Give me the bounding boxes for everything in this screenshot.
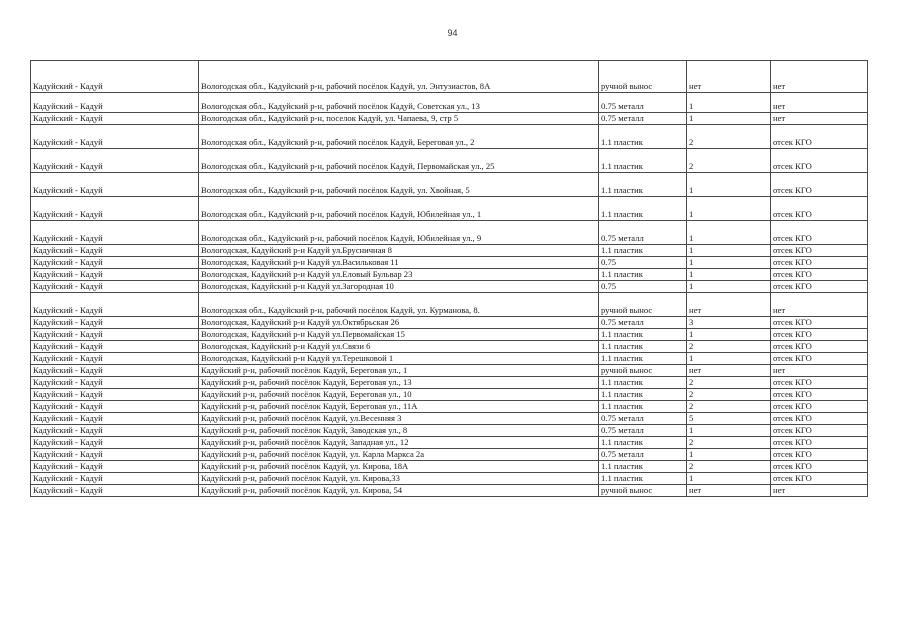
district-cell: Кадуйский - Кадуй [31,413,199,425]
kgo-compartment-cell: отсек КГО [771,317,868,329]
container-count-cell: 2 [687,377,771,389]
container-count-cell: 1 [687,425,771,437]
kgo-compartment-cell: отсек КГО [771,461,868,473]
district-cell: Кадуйский - Кадуй [31,281,199,293]
district-cell: Кадуйский - Кадуй [31,485,199,497]
container-type-cell: ручной вынос [599,61,687,93]
container-type-cell: 1.1 пластик [599,437,687,449]
container-type-cell: ручной вынос [599,365,687,377]
container-count-cell: 2 [687,149,771,173]
district-cell: Кадуйский - Кадуй [31,293,199,317]
address-cell: Вологодская, Кадуйский р-н Кадуй ул.Первомайская 15 [199,329,599,341]
district-cell: Кадуйский - Кадуй [31,377,199,389]
kgo-compartment-cell: нет [771,365,868,377]
district-cell: Кадуйский - Кадуй [31,449,199,461]
address-cell: Вологодская, Кадуйский р-н Кадуй ул.Брусничная 8 [199,245,599,257]
container-type-cell: 0.75 металл [599,317,687,329]
address-cell: Кадуйский р-н, рабочий посёлок Кадуй, ул. Кирова,33 [199,473,599,485]
container-type-cell: 1.1 пластик [599,377,687,389]
district-cell: Кадуйский - Кадуй [31,401,199,413]
address-cell: Кадуйский р-н, рабочий посёлок Кадуй, ул.Весенняя 3 [199,413,599,425]
district-cell: Кадуйский - Кадуй [31,245,199,257]
table-row [31,113,868,125]
container-type-cell: 1.1 пластик [599,401,687,413]
container-count-cell: 1 [687,269,771,281]
table-row [31,317,868,329]
container-type-cell: 1.1 пластик [599,389,687,401]
address-cell: Вологодская обл., Кадуйский р-н, рабочий посёлок Кадуй, Юбилейная ул., 9 [199,221,599,245]
kgo-compartment-cell: отсек КГО [771,149,868,173]
container-count-cell: 5 [687,413,771,425]
table-row [31,197,868,221]
container-type-cell: 0.75 металл [599,93,687,113]
kgo-compartment-cell: нет [771,485,868,497]
district-cell: Кадуйский - Кадуй [31,389,199,401]
district-cell: Кадуйский - Кадуй [31,269,199,281]
table-row [31,485,868,497]
container-type-cell: 1.1 пластик [599,173,687,197]
table-row [31,149,868,173]
address-cell: Вологодская, Кадуйский р-н Кадуй ул.Еловый Бульвар 23 [199,269,599,281]
table-row [31,221,868,245]
address-cell: Кадуйский р-н, рабочий посёлок Кадуй, Западная ул., 12 [199,437,599,449]
table-row [31,401,868,413]
table-row [31,353,868,365]
container-type-cell: 1.1 пластик [599,125,687,149]
kgo-compartment-cell: отсек КГО [771,173,868,197]
container-count-cell: 1 [687,93,771,113]
kgo-compartment-cell: отсек КГО [771,269,868,281]
container-type-cell: 1.1 пластик [599,461,687,473]
address-cell: Вологодская, Кадуйский р-н Кадуй ул.Связи 6 [199,341,599,353]
district-cell: Кадуйский - Кадуй [31,473,199,485]
address-cell: Вологодская обл., Кадуйский р-н, рабочий посёлок Кадуй, ул. Хвойная, 5 [199,173,599,197]
kgo-compartment-cell: отсек КГО [771,221,868,245]
district-cell: Кадуйский - Кадуй [31,341,199,353]
container-count-cell: 1 [687,353,771,365]
district-cell: Кадуйский - Кадуй [31,93,199,113]
container-type-cell: 0.75 металл [599,113,687,125]
container-count-cell: 2 [687,341,771,353]
kgo-compartment-cell: отсек КГО [771,473,868,485]
table-row [31,449,868,461]
container-type-cell: 1.1 пластик [599,245,687,257]
container-count-cell: нет [687,485,771,497]
page-number: 94 [447,28,458,38]
container-type-cell: 1.1 пластик [599,341,687,353]
address-cell: Вологодская обл., Кадуйский р-н, рабочий посёлок Кадуй, ул. Курманова, 8. [199,293,599,317]
address-cell: Вологодская обл., Кадуйский р-н, рабочий посёлок Кадуй, Первомайская ул., 25 [199,149,599,173]
kgo-compartment-cell: отсек КГО [771,329,868,341]
container-count-cell: 1 [687,281,771,293]
container-type-cell: 0.75 [599,281,687,293]
table-row [31,341,868,353]
address-cell: Вологодская, Кадуйский р-н Кадуй ул.Васильковая 11 [199,257,599,269]
table-row [31,93,868,113]
table-row [31,461,868,473]
container-count-cell: нет [687,293,771,317]
container-count-cell: 3 [687,317,771,329]
table-row [31,365,868,377]
kgo-compartment-cell: отсек КГО [771,245,868,257]
container-count-cell: 1 [687,113,771,125]
address-cell: Вологодская, Кадуйский р-н Кадуй ул.Загородная 10 [199,281,599,293]
district-cell: Кадуйский - Кадуй [31,61,199,93]
kgo-compartment-cell: отсек КГО [771,353,868,365]
container-count-cell: 1 [687,449,771,461]
kgo-compartment-cell: отсек КГО [771,389,868,401]
address-cell: Кадуйский р-н, рабочий посёлок Кадуй, Заводская ул., 8 [199,425,599,437]
district-cell: Кадуйский - Кадуй [31,353,199,365]
kgo-compartment-cell: отсек КГО [771,401,868,413]
container-type-cell: 0.75 металл [599,425,687,437]
district-cell: Кадуйский - Кадуй [31,425,199,437]
address-cell: Вологодская, Кадуйский р-н Кадуй ул.Октябрьская 26 [199,317,599,329]
kgo-compartment-cell: отсек КГО [771,197,868,221]
table-body [31,61,868,497]
container-sites-table [30,60,868,497]
district-cell: Кадуйский - Кадуй [31,317,199,329]
kgo-compartment-cell: отсек КГО [771,281,868,293]
kgo-compartment-cell: нет [771,113,868,125]
district-cell: Кадуйский - Кадуй [31,461,199,473]
address-cell: Кадуйский р-н, рабочий посёлок Кадуй, Береговая ул., 1 [199,365,599,377]
district-cell: Кадуйский - Кадуй [31,257,199,269]
district-cell: Кадуйский - Кадуй [31,173,199,197]
container-type-cell: 0.75 металл [599,221,687,245]
kgo-compartment-cell: отсек КГО [771,257,868,269]
table-row [31,245,868,257]
address-cell: Вологодская обл., Кадуйский р-н, поселок Кадуй, ул. Чапаева, 9, стр 5 [199,113,599,125]
address-cell: Вологодская обл., Кадуйский р-н, рабочий посёлок Кадуй, Советская ул., 13 [199,93,599,113]
address-cell: Кадуйский р-н, рабочий посёлок Кадуй, Береговая ул., 10 [199,389,599,401]
address-cell: Кадуйский р-н, рабочий посёлок Кадуй, ул. Кирова, 54 [199,485,599,497]
container-count-cell: 2 [687,125,771,149]
container-count-cell: нет [687,365,771,377]
container-type-cell: 1.1 пластик [599,353,687,365]
district-cell: Кадуйский - Кадуй [31,197,199,221]
container-count-cell: 2 [687,437,771,449]
district-cell: Кадуйский - Кадуй [31,113,199,125]
container-count-cell: 2 [687,401,771,413]
container-type-cell: ручной вынос [599,485,687,497]
kgo-compartment-cell: нет [771,293,868,317]
table-row [31,125,868,149]
container-type-cell: 1.1 пластик [599,329,687,341]
container-count-cell: 1 [687,245,771,257]
kgo-compartment-cell: отсек КГО [771,341,868,353]
container-type-cell: 0.75 металл [599,413,687,425]
table-row [31,173,868,197]
address-cell: Кадуйский р-н, рабочий посёлок Кадуй, ул. Карла Маркса 2а [199,449,599,461]
container-count-cell: 1 [687,473,771,485]
address-cell: Кадуйский р-н, рабочий посёлок Кадуй, ул. Кирова, 18А [199,461,599,473]
container-count-cell: 1 [687,173,771,197]
container-type-cell: ручной вынос [599,293,687,317]
table-row [31,389,868,401]
kgo-compartment-cell: отсек КГО [771,437,868,449]
district-cell: Кадуйский - Кадуй [31,125,199,149]
address-cell: Кадуйский р-н, рабочий посёлок Кадуй, Береговая ул., 13 [199,377,599,389]
table-row [31,293,868,317]
table-row [31,473,868,485]
kgo-compartment-cell: нет [771,93,868,113]
district-cell: Кадуйский - Кадуй [31,437,199,449]
address-cell: Вологодская обл., Кадуйский р-н, рабочий посёлок Кадуй, ул. Энтузиастов, 8А [199,61,599,93]
table-row [31,281,868,293]
container-count-cell: 2 [687,389,771,401]
kgo-compartment-cell: отсек КГО [771,377,868,389]
container-count-cell: 1 [687,329,771,341]
district-cell: Кадуйский - Кадуй [31,221,199,245]
district-cell: Кадуйский - Кадуй [31,149,199,173]
table-row [31,437,868,449]
kgo-compartment-cell: отсек КГО [771,413,868,425]
kgo-compartment-cell: отсек КГО [771,425,868,437]
kgo-compartment-cell: нет [771,61,868,93]
table-row [31,377,868,389]
address-cell: Вологодская обл., Кадуйский р-н, рабочий посёлок Кадуй, Береговая ул., 2 [199,125,599,149]
district-cell: Кадуйский - Кадуй [31,365,199,377]
container-type-cell: 0.75 металл [599,449,687,461]
address-cell: Кадуйский р-н, рабочий посёлок Кадуй, Береговая ул., 11А [199,401,599,413]
kgo-compartment-cell: отсек КГО [771,125,868,149]
table-row [31,257,868,269]
address-cell: Вологодская обл., Кадуйский р-н, рабочий посёлок Кадуй, Юбилейная ул., 1 [199,197,599,221]
container-count-cell: 1 [687,221,771,245]
table-row [31,329,868,341]
container-type-cell: 0.75 [599,257,687,269]
container-count-cell: 1 [687,197,771,221]
kgo-compartment-cell: отсек КГО [771,449,868,461]
container-type-cell: 1.1 пластик [599,473,687,485]
container-count-cell: 1 [687,257,771,269]
district-cell: Кадуйский - Кадуй [31,329,199,341]
address-cell: Вологодская, Кадуйский р-н Кадуй ул.Терешковой 1 [199,353,599,365]
table-row [31,425,868,437]
container-type-cell: 1.1 пластик [599,149,687,173]
table-row [31,61,868,93]
table-row [31,269,868,281]
container-type-cell: 1.1 пластик [599,197,687,221]
container-count-cell: 2 [687,461,771,473]
container-count-cell: нет [687,61,771,93]
table-row [31,413,868,425]
container-type-cell: 1.1 пластик [599,269,687,281]
